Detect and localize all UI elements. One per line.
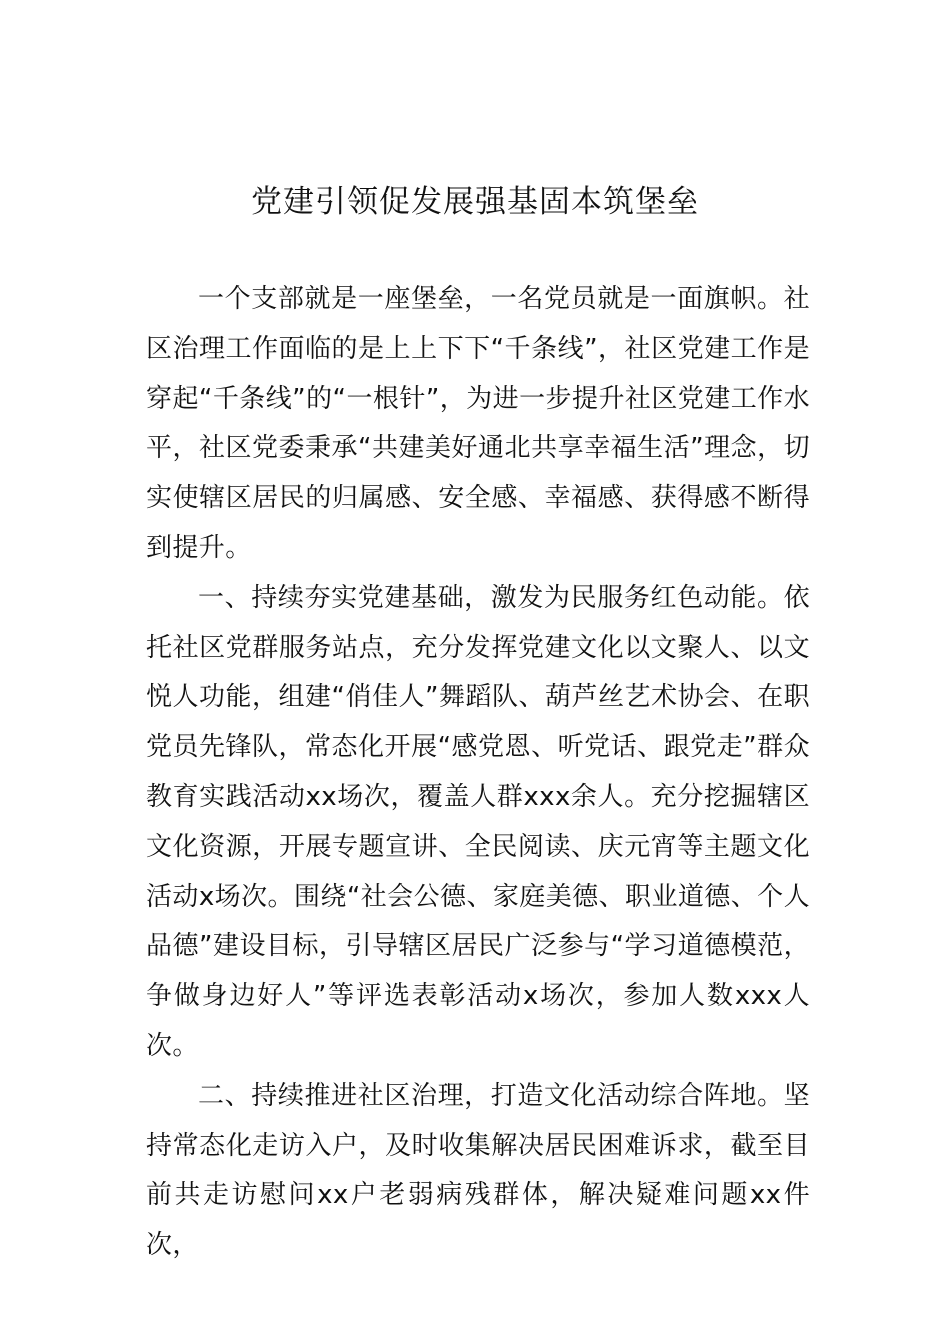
document-body <box>146 275 810 1271</box>
paragraph-section-one: 一、持续夯实党建基础，激发为民服务红色动能。依托社区党群服务站点，充分发挥党建文化以文聚人、以文悦人功能，组建“俏佳人”舞蹈队、葫芦丝艺术协会、在职党员先锋队，常态化开展“感党恩、听党话、跟党走”群众教育实践活动xx场次，覆盖人群xxx余人。充分挖掘辖区文化资源，开展专题宣讲、全民阅读、庆元宵等主题文化活动x场次。围绕“社会公德、家庭美德、职业道德、个人品德”建设目标，引导辖区居民广泛参与“学习道德模范，争做身边好人”等评选表彰活动x场次，参加人数xxx人次。 <box>146 582 810 1061</box>
paragraph-intro: 一个支部就是一座堡垒，一名党员就是一面旗帜。社区治理工作面临的是上上下下“千条线”，社区党建工作是穿起“千条线”的“一根针”，为进一步提升社区党建工作水平，社区党委秉承“共建美好通北共享幸福生活”理念，切实使辖区居民的归属感、安全感、幸福感、获得感不断得到提升。 <box>146 284 810 563</box>
document-title: 党建引领促发展强基固本筑堡垒 <box>251 184 699 220</box>
paragraph-section-two: 二、持续推进社区治理，打造文化活动综合阵地。坚持常态化走访入户，及时收集解决居民困难诉求，截至目前共走访慰问xx户老弱病残群体，解决疑难问题xx件次， <box>146 1080 810 1261</box>
